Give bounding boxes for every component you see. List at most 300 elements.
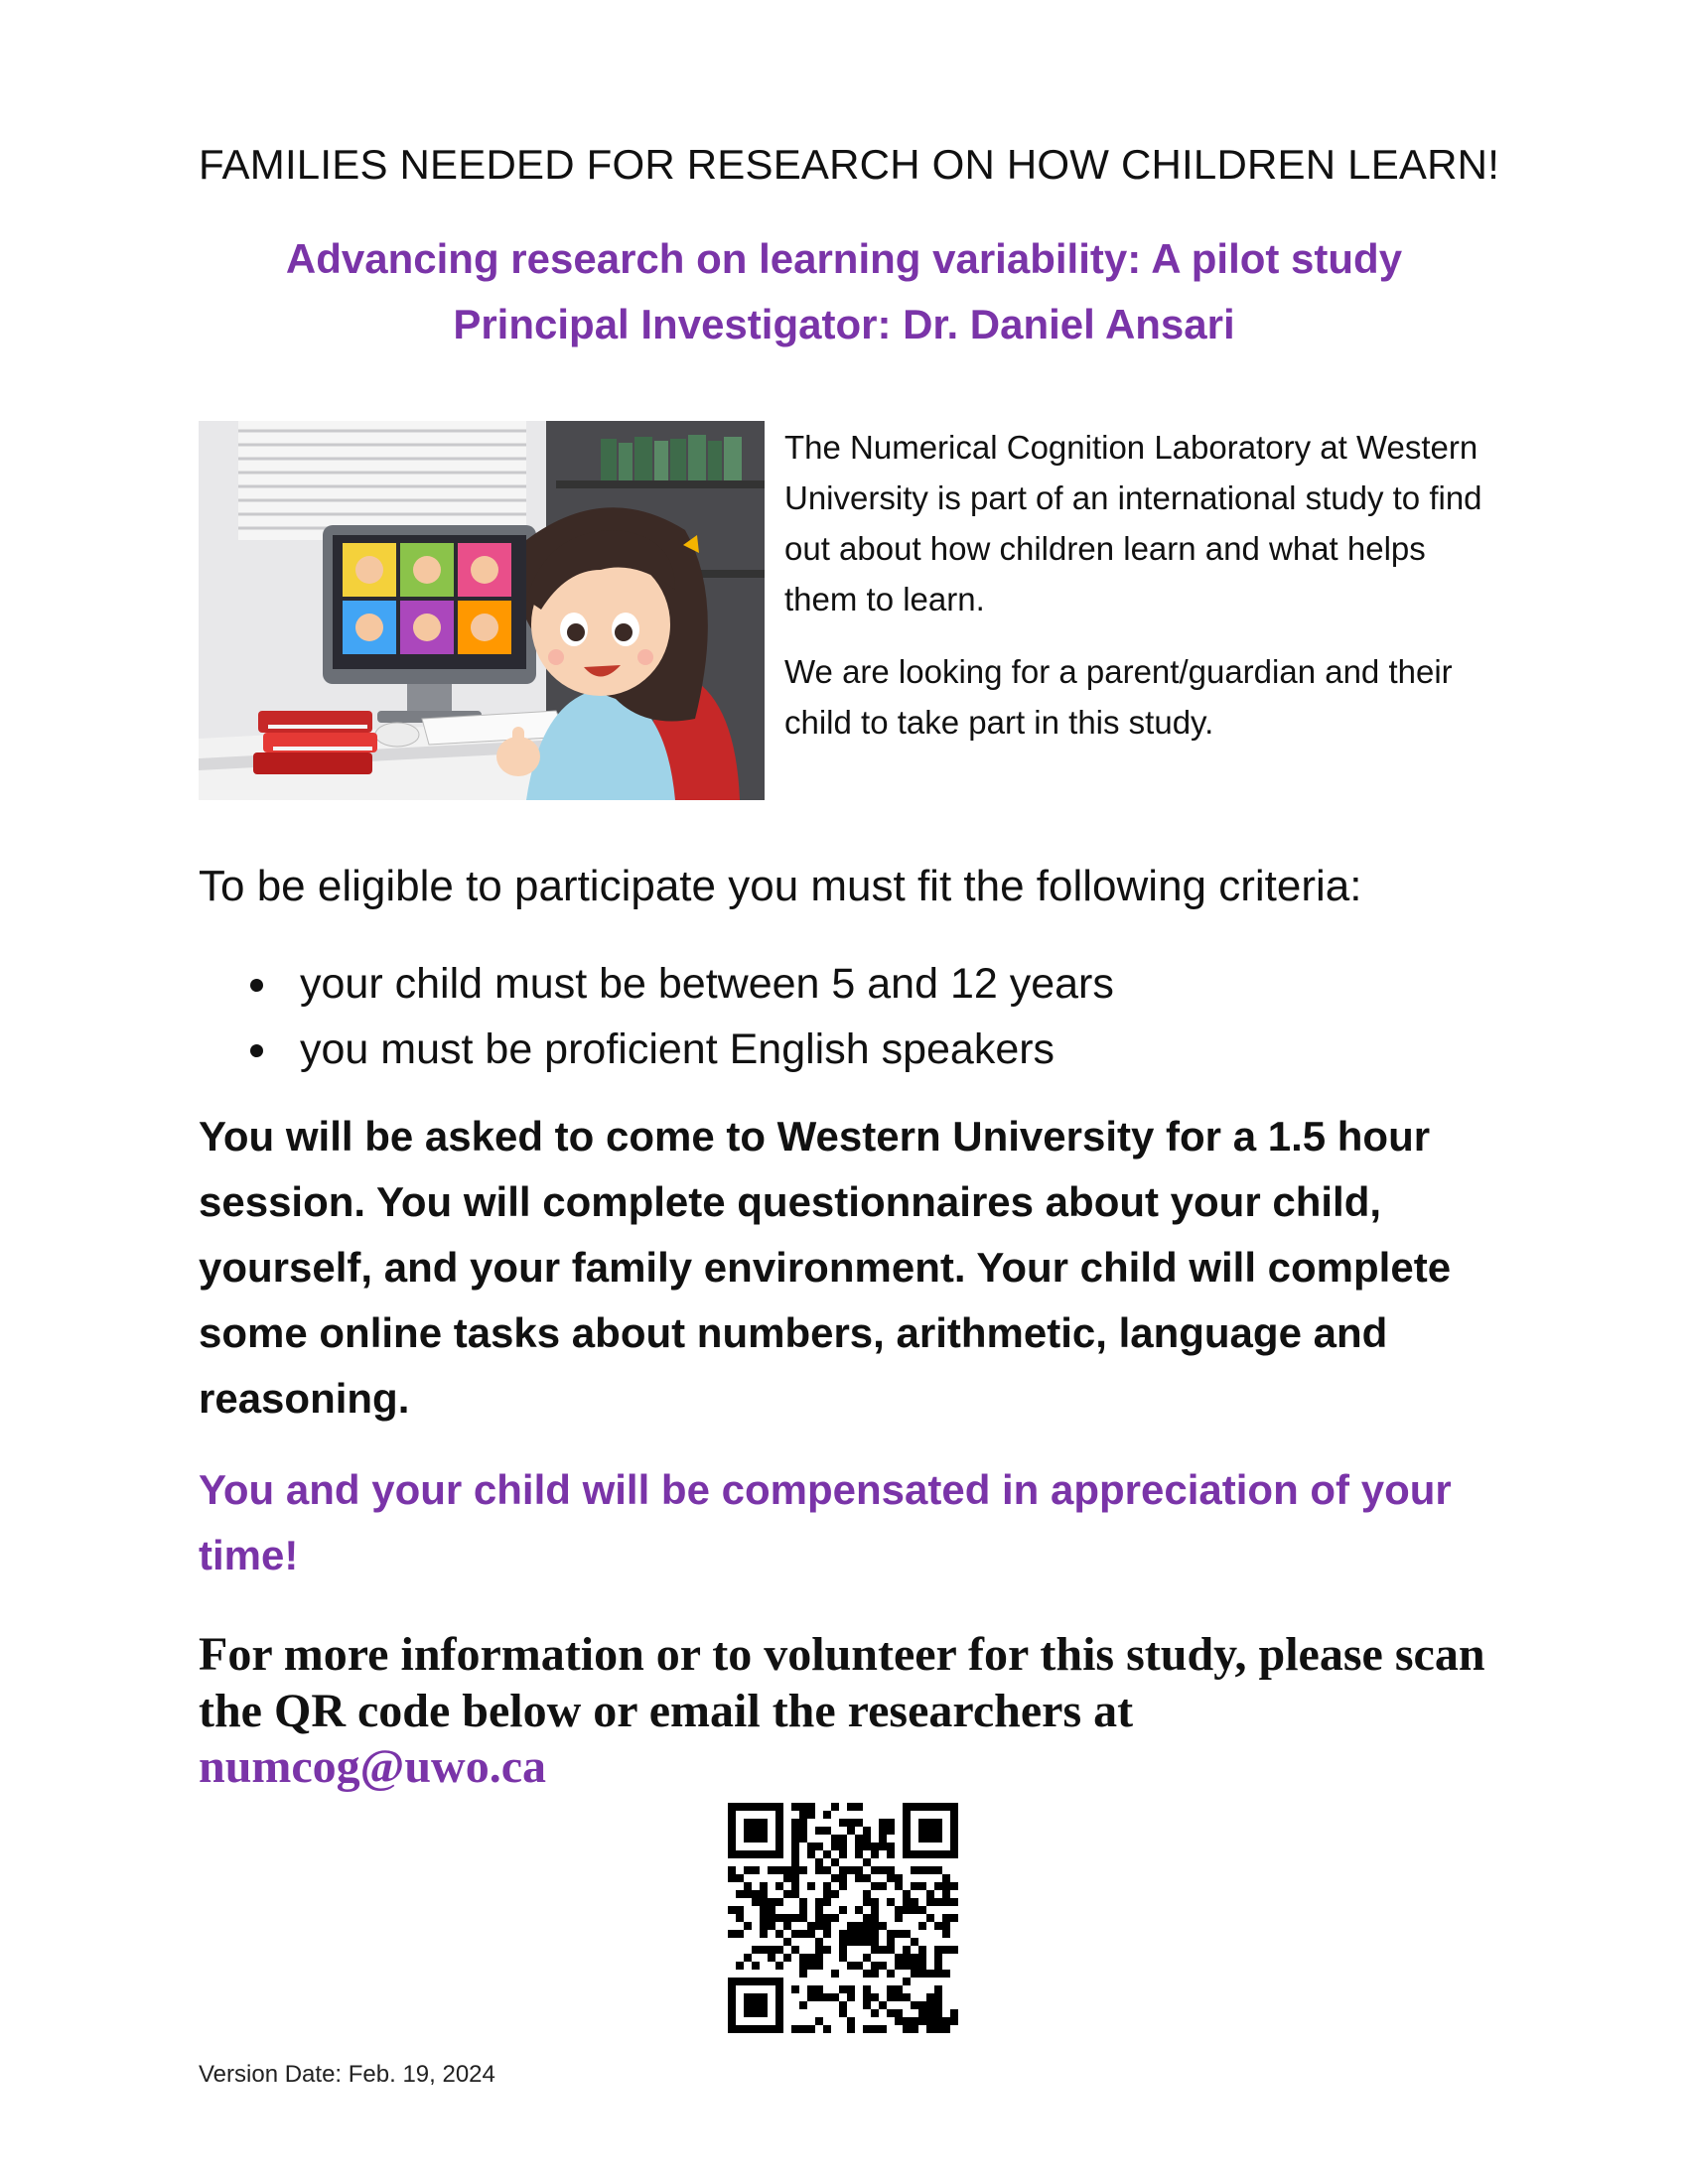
qr-module [879, 1962, 887, 1970]
qr-module [903, 2025, 911, 2033]
qr-module [752, 1835, 760, 1843]
qr-module [815, 1946, 823, 1954]
qr-module [744, 1954, 752, 1962]
qr-module [879, 1882, 887, 1890]
qr-module [728, 1827, 736, 1835]
qr-module [839, 1985, 847, 1993]
qr-module [911, 2001, 918, 2009]
qr-module [934, 1803, 942, 1811]
qr-module [934, 1850, 942, 1858]
qr-module [887, 1874, 895, 1882]
qr-module [871, 1993, 879, 2001]
qr-module [799, 1811, 807, 1819]
qr-module [903, 1827, 911, 1835]
qr-module [863, 1914, 871, 1922]
qr-module [752, 1962, 760, 1970]
qr-module [871, 1850, 879, 1858]
qr-module [736, 1906, 744, 1914]
qr-module [911, 1954, 918, 1962]
intro-paragraph-lab: The Numerical Cognition Laboratory at Western University is part of an international study to find out about how children learn and what helps them to learn. [784, 429, 1482, 617]
qr-module [760, 2009, 768, 2017]
qr-module [839, 1938, 847, 1946]
qr-module [768, 1954, 775, 1962]
qr-module [855, 1803, 863, 1811]
qr-module [926, 1819, 934, 1827]
qr-module [791, 1930, 799, 1938]
qr-module [823, 1890, 831, 1898]
qr-module [760, 1890, 768, 1898]
qr-module [903, 1850, 911, 1858]
qr-module [903, 1898, 911, 1906]
qr-module [799, 1914, 807, 1922]
qr-module [903, 1946, 911, 1954]
qr-module [863, 2025, 871, 2033]
qr-module [839, 1906, 847, 1914]
qr-module [871, 1843, 879, 1850]
qr-module [815, 1993, 823, 2001]
qr-module [903, 1843, 911, 1850]
qr-module [950, 1835, 958, 1843]
qr-module [799, 1930, 807, 1938]
qr-module [950, 1827, 958, 1835]
qr-module [926, 2025, 934, 2033]
qr-module [775, 2025, 783, 2033]
qr-module [799, 1827, 807, 1835]
qr-module [768, 1906, 775, 1914]
qr-module [791, 1835, 799, 1843]
qr-module [918, 1962, 926, 1970]
qr-module [926, 1803, 934, 1811]
qr-module [879, 1819, 887, 1827]
qr-module [934, 1993, 942, 2001]
qr-module [942, 1930, 950, 1938]
qr-module [942, 2017, 950, 2025]
qr-module [926, 1866, 934, 1874]
qr-module [950, 1803, 958, 1811]
qr-module [887, 1930, 895, 1938]
qr-module [807, 1882, 815, 1890]
qr-module [799, 1954, 807, 1962]
qr-module [768, 2025, 775, 2033]
qr-module [744, 2009, 752, 2017]
qr-module [863, 1993, 871, 2001]
qr-module [934, 2017, 942, 2025]
qr-module [760, 1819, 768, 1827]
qr-module [887, 1898, 895, 1906]
qr-module [791, 1874, 799, 1882]
qr-module [942, 2025, 950, 2033]
qr-module [847, 1938, 855, 1946]
qr-module [728, 1819, 736, 1827]
qr-module [926, 1993, 934, 2001]
qr-module [911, 1882, 918, 1890]
qr-module [768, 1922, 775, 1930]
qr-module [926, 1890, 934, 1898]
qr-module [752, 1978, 760, 1985]
qr-module [791, 1866, 799, 1874]
qr-module [863, 1898, 871, 1906]
qr-module [807, 1930, 815, 1938]
qr-module [775, 1835, 783, 1843]
qr-module [934, 1985, 942, 1993]
qr-module [887, 1850, 895, 1858]
qr-module [942, 1803, 950, 1811]
qr-module [760, 2025, 768, 2033]
qr-module [918, 2009, 926, 2017]
qr-module [855, 1866, 863, 1874]
qr-module [744, 2025, 752, 2033]
qr-module [839, 1874, 847, 1882]
qr-module [895, 1962, 903, 1970]
qr-module [760, 1978, 768, 1985]
qr-module [775, 2001, 783, 2009]
flyer-headline: FAMILIES NEEDED FOR RESEARCH ON HOW CHILDREN LEARN! [199, 141, 1500, 188]
qr-module [942, 1898, 950, 1906]
qr-module [871, 1930, 879, 1938]
qr-module [791, 1914, 799, 1922]
qr-module [895, 1993, 903, 2001]
qr-module [887, 1827, 895, 1835]
qr-module [950, 2009, 958, 2017]
qr-module [895, 1930, 903, 1938]
qr-module [807, 1993, 815, 2001]
qr-module [839, 1850, 847, 1858]
qr-module [839, 1819, 847, 1827]
qr-module [807, 1811, 815, 1819]
qr-module [760, 1930, 768, 1938]
qr-module [815, 1906, 823, 1914]
qr-module [823, 1850, 831, 1858]
qr-module [728, 1930, 736, 1938]
qr-module [918, 1882, 926, 1890]
qr-module [815, 2017, 823, 2025]
qr-module [942, 1922, 950, 1930]
qr-module [791, 1803, 799, 1811]
qr-module [839, 1843, 847, 1850]
qr-module [934, 1962, 942, 1970]
qr-module [791, 1946, 799, 1954]
qr-module [815, 1858, 823, 1866]
qr-module [775, 1993, 783, 2001]
email-link[interactable]: numcog@uwo.ca [199, 1740, 546, 1793]
qr-module [871, 1962, 879, 1970]
qr-module [728, 1811, 736, 1819]
qr-module [950, 1819, 958, 1827]
qr-module [895, 1874, 903, 1882]
qr-module [815, 1866, 823, 1874]
qr-module [887, 1993, 895, 2001]
qr-module [903, 1954, 911, 1962]
qr-module [823, 1866, 831, 1874]
qr-module [815, 1843, 823, 1850]
qr-module [752, 1866, 760, 1874]
qr-module [879, 1946, 887, 1954]
qr-module [815, 1938, 823, 1946]
qr-module [895, 1985, 903, 1993]
qr-module [791, 1882, 799, 1890]
qr-module [752, 1850, 760, 1858]
qr-module [934, 2001, 942, 2009]
qr-module [775, 1962, 783, 1970]
qr-module [926, 2017, 934, 2025]
criteria-heading: To be eligible to participate you must fit the following criteria: [199, 862, 1362, 910]
qr-module [815, 1922, 823, 1930]
qr-module [847, 1803, 855, 1811]
qr-module [768, 1978, 775, 1985]
qr-module [863, 1938, 871, 1946]
qr-module [752, 2009, 760, 2017]
qr-module [823, 1946, 831, 1954]
qr-module [863, 1858, 871, 1866]
qr-module [918, 1906, 926, 1914]
qr-module [847, 1930, 855, 1938]
qr-module [783, 1954, 791, 1962]
qr-module [879, 1866, 887, 1874]
qr-module [744, 1882, 752, 1890]
qr-module [863, 1954, 871, 1962]
qr-module [823, 1898, 831, 1906]
qr-module [918, 1819, 926, 1827]
qr-module [728, 1906, 736, 1914]
qr-module [863, 1985, 871, 1993]
qr-module [815, 1985, 823, 1993]
qr-module [791, 1819, 799, 1827]
qr-module [855, 1962, 863, 1970]
qr-module [911, 1938, 918, 1946]
qr-module [775, 1914, 783, 1922]
qr-module [903, 1803, 911, 1811]
qr-module [942, 1914, 950, 1922]
qr-module [775, 1819, 783, 1827]
qr-module [879, 2001, 887, 2009]
qr-module [918, 1866, 926, 1874]
qr-module [728, 2017, 736, 2025]
qr-module [879, 1827, 887, 1835]
compensation-note: You and your child will be compensated in appreciation of your time! [199, 1466, 1452, 1578]
qr-module [728, 1978, 736, 1985]
qr-module [728, 1993, 736, 2001]
qr-module [887, 1819, 895, 1827]
qr-module [736, 1978, 744, 1985]
qr-module [847, 1922, 855, 1930]
qr-module [903, 1819, 911, 1827]
qr-module [950, 2017, 958, 2025]
qr-module [815, 1954, 823, 1962]
qr-module [768, 1850, 775, 1858]
qr-module [823, 1930, 831, 1938]
qr-module [775, 2009, 783, 2017]
qr-module [775, 1803, 783, 1811]
qr-module [823, 1922, 831, 1930]
qr-module [744, 1803, 752, 1811]
qr-module [736, 1874, 744, 1882]
qr-module [942, 1890, 950, 1898]
qr-module [807, 1850, 815, 1858]
qr-module [791, 1890, 799, 1898]
qr-module [934, 1946, 942, 1954]
qr-module [831, 1874, 839, 1882]
qr-module [918, 1946, 926, 1954]
qr-module [911, 2025, 918, 2033]
qr-module [783, 1922, 791, 1930]
qr-module [839, 1930, 847, 1938]
qr-module [934, 1970, 942, 1978]
qr-module [799, 2001, 807, 2009]
qr-module [926, 1835, 934, 1843]
qr-module [736, 1930, 744, 1938]
qr-module [918, 1803, 926, 1811]
qr-module [760, 1882, 768, 1890]
qr-module [768, 1803, 775, 1811]
qr-module [847, 1993, 855, 2001]
qr-module [918, 1922, 926, 1930]
qr-module [752, 2025, 760, 2033]
qr-module [791, 1827, 799, 1835]
qr-module [752, 1898, 760, 1906]
qr-module [823, 1914, 831, 1922]
qr-module [926, 1898, 934, 1906]
qr-module [815, 1914, 823, 1922]
qr-module [823, 1827, 831, 1835]
qr-module [855, 1938, 863, 1946]
qr-module [768, 1866, 775, 1874]
qr-module [728, 1843, 736, 1850]
qr-module [744, 1850, 752, 1858]
qr-module [903, 1811, 911, 1819]
qr-module [895, 1882, 903, 1890]
qr-module [768, 1898, 775, 1906]
qr-module [911, 1970, 918, 1978]
qr-module [911, 1803, 918, 1811]
qr-module [847, 1962, 855, 1970]
qr-module [918, 1954, 926, 1962]
qr-module [752, 1819, 760, 1827]
qr-module [855, 1819, 863, 1827]
child-at-computer-illustration [199, 421, 765, 800]
qr-module [903, 2017, 911, 2025]
qr-module [855, 1906, 863, 1914]
qr-module [775, 1850, 783, 1858]
qr-module [950, 1811, 958, 1819]
qr-module [791, 1843, 799, 1850]
qr-module [768, 1946, 775, 1954]
qr-module [775, 1946, 783, 1954]
qr-module [863, 1922, 871, 1930]
qr-module [839, 1954, 847, 1962]
qr-module [918, 1827, 926, 1835]
qr-module [871, 1914, 879, 1922]
qr-module [744, 1993, 752, 2001]
qr-module [783, 1938, 791, 1946]
qr-module [775, 1978, 783, 1985]
qr-module [926, 2001, 934, 2009]
qr-module [942, 1874, 950, 1882]
qr-module [847, 2025, 855, 2033]
session-details: You will be asked to come to Western University for a 1.5 hour session. You will complete questionnaires about your child, yourself, and your family environment. Your child will complete some online tasks about numbers, arithmetic, language and reasoning. [199, 1113, 1452, 1422]
qr-module [863, 1843, 871, 1850]
qr-module [783, 1890, 791, 1898]
qr-module [855, 1930, 863, 1938]
qr-module [831, 1914, 839, 1922]
qr-module [918, 1850, 926, 1858]
qr-module [942, 1970, 950, 1978]
qr-module [942, 1882, 950, 1890]
qr-module [736, 1803, 744, 1811]
qr-module [863, 1835, 871, 1843]
qr-module [895, 1914, 903, 1922]
qr-code[interactable] [728, 1803, 958, 2033]
qr-module [839, 1882, 847, 1890]
qr-module [911, 1866, 918, 1874]
qr-module [736, 1850, 744, 1858]
qr-module [728, 2025, 736, 2033]
qr-module [823, 1811, 831, 1819]
qr-module [728, 1850, 736, 1858]
qr-module [863, 2001, 871, 2009]
qr-module [911, 1906, 918, 1914]
qr-module [807, 1962, 815, 1970]
qr-module [855, 1922, 863, 1930]
qr-module [895, 2017, 903, 2025]
qr-module [887, 1866, 895, 1874]
qr-module [744, 1978, 752, 1985]
qr-module [728, 2001, 736, 2009]
qr-module [799, 1962, 807, 1970]
qr-module [934, 1922, 942, 1930]
qr-module [768, 1914, 775, 1922]
qr-module [934, 1954, 942, 1962]
qr-module [871, 1922, 879, 1930]
qr-module [736, 1914, 744, 1922]
criteria-item-age: your child must be between 5 and 12 years [248, 951, 1489, 1017]
qr-module [855, 1843, 863, 1850]
criteria-item-english: you must be proficient English speakers [248, 1017, 1489, 1082]
qr-module [895, 1954, 903, 1962]
qr-module [926, 2009, 934, 2017]
qr-module [934, 1866, 942, 1874]
qr-module [744, 2001, 752, 2009]
qr-module [887, 2009, 895, 2017]
qr-module [775, 1827, 783, 1835]
qr-module [863, 1970, 871, 1978]
qr-module [855, 1850, 863, 1858]
qr-module [871, 1906, 879, 1914]
qr-module [911, 2017, 918, 2025]
qr-module [934, 1819, 942, 1827]
qr-module [903, 1930, 911, 1938]
qr-module [918, 2001, 926, 2009]
qr-module [926, 1970, 934, 1978]
qr-module [775, 1930, 783, 1938]
qr-module [934, 1882, 942, 1890]
qr-module [863, 1874, 871, 1882]
qr-module [950, 1914, 958, 1922]
qr-module [744, 1835, 752, 1843]
qr-module [728, 1866, 736, 1874]
qr-module [791, 2025, 799, 2033]
qr-module [728, 2009, 736, 2017]
qr-module [752, 1993, 760, 2001]
qr-module [760, 1898, 768, 1906]
qr-module [760, 1914, 768, 1922]
study-title: Advancing research on learning variability: A pilot study [285, 235, 1403, 282]
qr-module [847, 1866, 855, 1874]
qr-module [839, 2009, 847, 2017]
qr-module [903, 1993, 911, 2001]
qr-module [903, 1890, 911, 1898]
qr-module [903, 1962, 911, 1970]
intro-paragraph-looking-for: We are looking for a parent/guardian and their child to take part in this study. [784, 653, 1453, 741]
